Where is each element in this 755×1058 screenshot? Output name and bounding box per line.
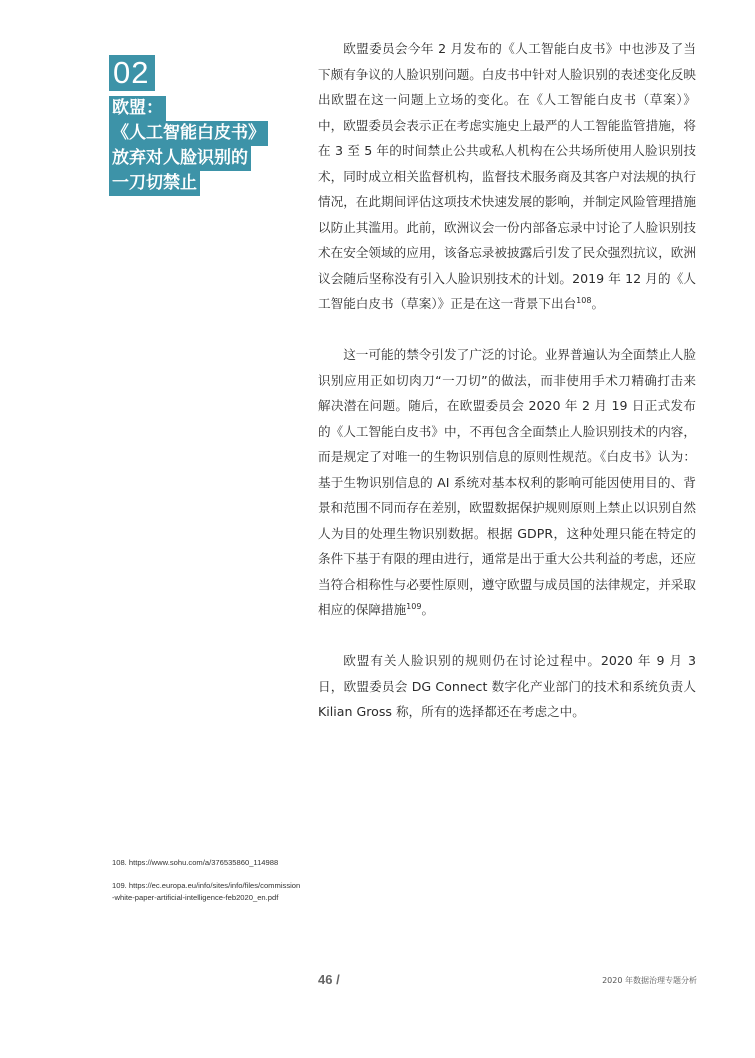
paragraph-2-text: 这一可能的禁令引发了广泛的讨论。业界普遍认为全面禁止人脸识别应用正如切肉刀“一刀切”的做法，而非使用手术刀精确打击来解决潜在问题。随后，在欧盟委员会 2020 年 2 月 19 日正式发布的《人工智能白皮书》中，不再包含全面禁止人脸识别技术的内容，而是规定了对唯一的生物识别信息的原则性规范。《白皮书》认为：基于生物识别信息的 AI 系统对基本权利的影响可能因使用目的、背景和范围不同而存在差别，欧盟数据保护规则原则上禁止以识别自然人为目的处理生物识别数据。根据 GDPR，这种处理只能在特定的条件下基于有限的理由进行，通常是出于重大公共利益的考虑，还应当符合相称性与必要性原则，遵守欧盟与成员国的法律规定，并采取相应的保障措施 [318, 347, 696, 617]
page-number: 46 / [318, 972, 340, 987]
section-title-line-4: 一刀切禁止 [109, 171, 200, 196]
paragraph-1-text: 欧盟委员会今年 2 月发布的《人工智能白皮书》中也涉及了当下颇有争议的人脸识别问题。白皮书中针对人脸识别的表述变化反映出欧盟在这一问题上立场的变化。在《人工智能白皮书（草案）》中，欧盟委员会表示正在考虑实施史上最严的人工智能监管措施，将在 3 至 5 年的时间禁止公共或私人机构在公共场所使用人脸识别技术，同时成立相关监督机构，监督技术服务商及其客户对法规的执行情况，在此期间评估这项技术快速发展的影响，并制定风险管理措施以防止其滥用。此前，欧洲议会一份内部备忘录中讨论了人脸识别技术在安全领域的应用，该备忘录被披露后引发了民众强烈抗议，欧洲议会随后坚称没有引入人脸识别技术的计划。2019 年 12 月的《人工智能白皮书（草案）》正是在这一背景下出台 [318, 41, 696, 311]
paragraph-3-text: 欧盟有关人脸识别的规则仍在讨论过程中。2020 年 9 月 3 日，欧盟委员会 DG Connect 数字化产业部门的技术和系统负责人 Kilian Gross 称，所有的选择都还在考虑之中。 [318, 653, 696, 719]
footnote-109: 109. https://ec.europa.eu/info/sites/info/files/commission-white-paper-artificial-intelligence-feb2020_en.pdf [112, 881, 301, 902]
paragraph-2-end: 。 [421, 602, 435, 617]
footnote-108: 108. https://www.sohu.com/a/376535860_114988 [112, 858, 279, 867]
paragraph-2 [318, 342, 696, 623]
section-title-line-2: 《人工智能白皮书》 [109, 121, 268, 146]
body-text [318, 36, 696, 750]
section-number: 02 [109, 55, 155, 91]
section-title-line-3: 放弃对人脸识别的 [109, 146, 251, 171]
paragraph-1-end: 。 [591, 296, 605, 311]
section-title-line-1: 欧盟： [109, 96, 166, 121]
report-title: 2020 年数据治理专题分析 [602, 976, 697, 985]
footnote-ref-108: 108 [576, 295, 592, 305]
paragraph-1 [318, 36, 696, 317]
paragraph-3 [318, 648, 696, 725]
footnote-ref-109: 109 [406, 601, 422, 611]
section-title [109, 96, 268, 196]
footnotes [112, 857, 302, 915]
